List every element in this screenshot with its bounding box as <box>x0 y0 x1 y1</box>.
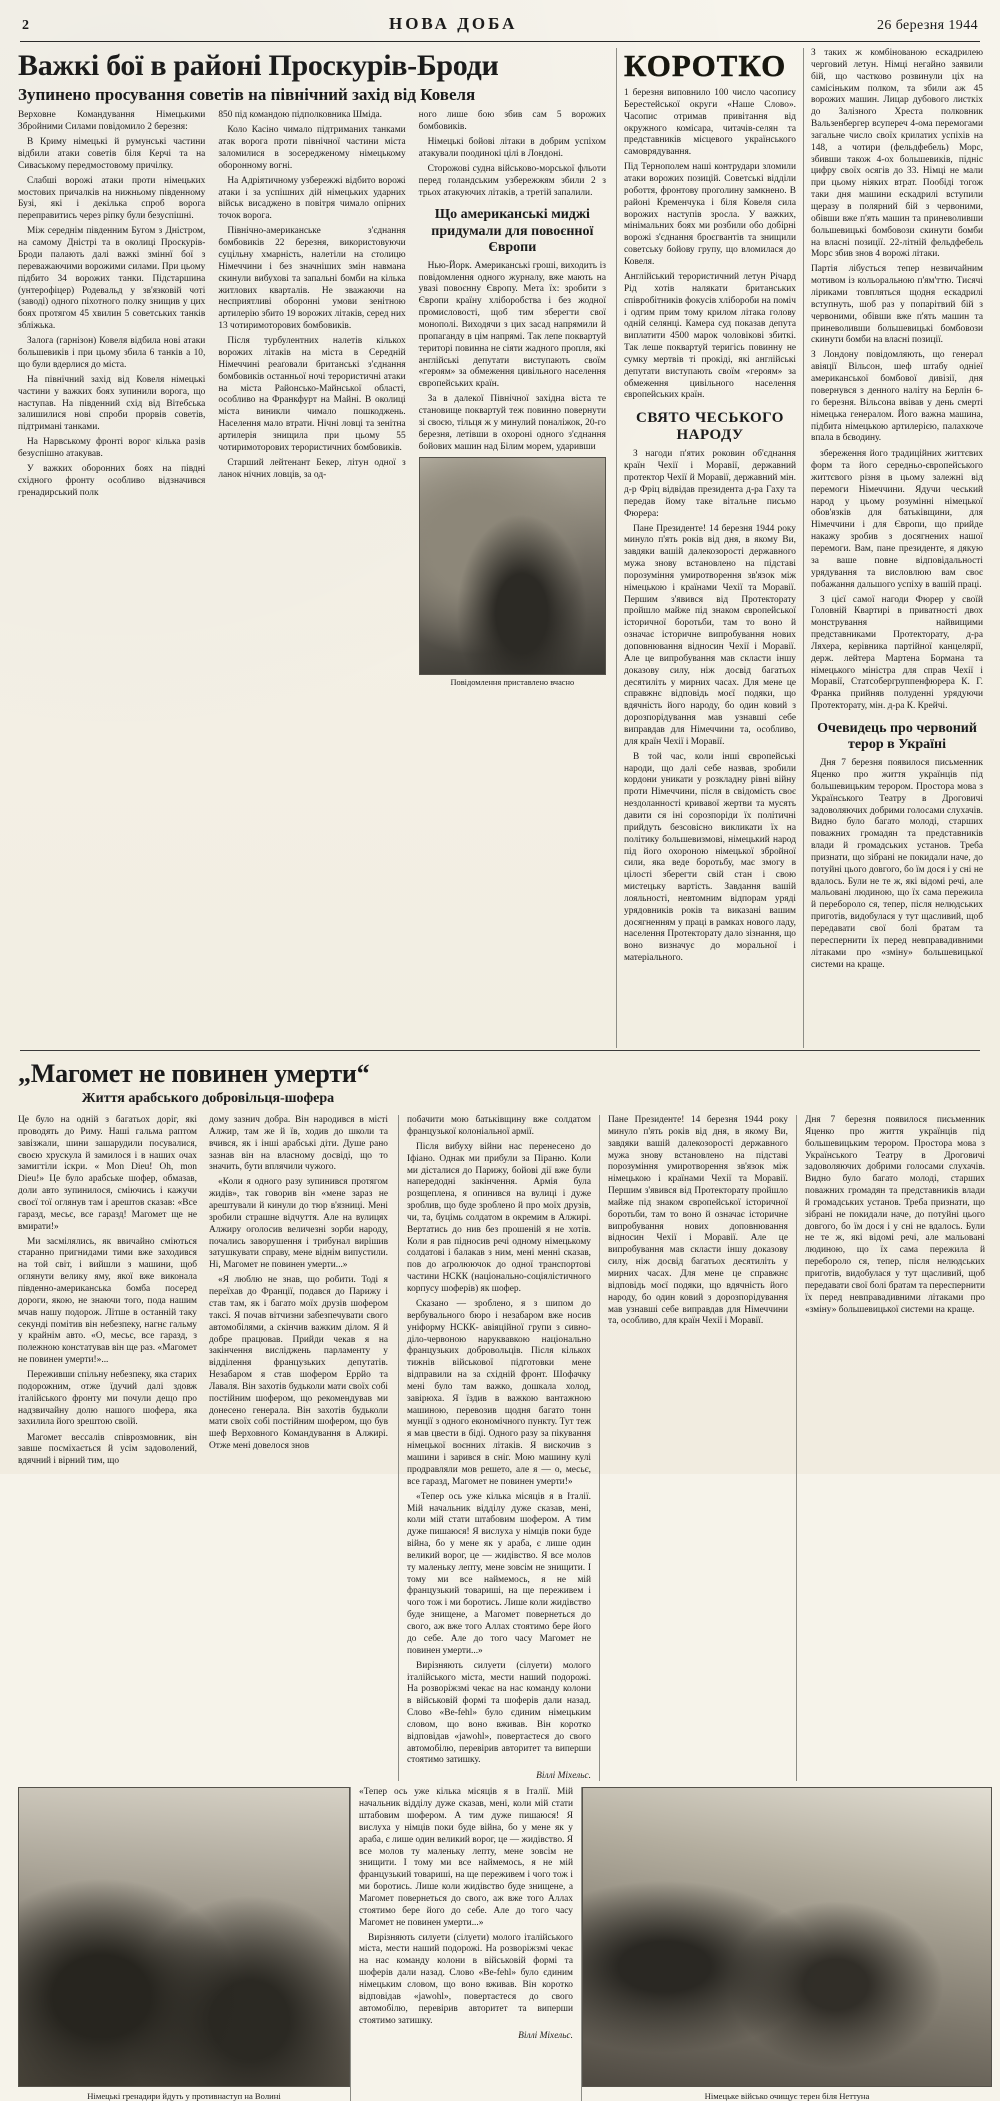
photo-image <box>19 1788 349 2086</box>
lead-column-1 <box>18 110 205 692</box>
korotko-heading: КОРОТКО <box>624 48 787 83</box>
paragraph: Дня 7 березня появилося письменник Яценко про життя українців під большевицьким терором. Простора мова з Українського Театру в Дроговичі задоволяючих добрими голосами слухачів. Видно було багато молоді, старших поважних громадян та представників влади й громадських установ. Треба признати, що зібрані не покидали наче, до потуйні цього довгого, бо їм дося і у сні не вдалось. Були не те ж, які відомі речі, але мальовані людиною, що їх сама пережила й перебороло ся, тепер, після нелюдських приготів, видобулася у тут щасливий, щоб передавати свої болі братам та переспернити їх перед невправадивними літаками про «зміну» большевицької системи на краще. <box>805 1115 985 1315</box>
paragraph: На Адріятичному узбережжі відбито ворожі атаки і за успішних дій німецьких ударних військ висаджено в повітря чимало опірних точок ворогa. <box>218 175 406 222</box>
paragraph: Пане Президенте! 14 березня 1944 року минуло п'ять років від дня, в якому Ви, завдяки вашій далекозорості державного мужа знову встановлено на підставі порозуміння умиротворення зв'язок між німецькою і країнами Чехії та Моравії. Першим з'явився від Протекторату пройшло майже під знаком європейської історичної боротьби, там то воно й означає історичне випробування нових доповнювання відносин Чехії і Моравії. Але це випробування мав скласти іншу доказову силу, ніж досвід багатьох десятиліть у мирних часах. Для мене це справжнє відповідь моєї подяки, що вдячність його народу, бо один ковий з дорозпорідування мав узнавші себе виправдав для Німеччини та, особливо, для країн Чехії і Моравії. <box>624 523 796 747</box>
feature-column-1 <box>18 1115 197 1781</box>
paragraph: ного лише бою збив сам 5 ворожих бомбовиків. <box>418 110 606 133</box>
photo-row <box>18 1787 982 2101</box>
lead-columns <box>18 110 606 692</box>
paragraph: Вирізняють силуети (сілуети) молого італійського міста, мести наший подорожі. На розворіжзмі чекає на нас команду колони в військовій формі та шоферів дали назад. Слово «Ве-fehl» було єдиним німецьким словом, що воно вживав. Він коротко відповідав «jawohl», повертаєтеся до свого автомобілю, перевірив авторитет та виперши стоятимо затишку. <box>407 1660 591 1766</box>
paragraph: На Нарвському фронті ворог кілька разів безуспішно атакував. <box>18 437 206 460</box>
czech-heading: СВЯТО ЧЕСЬКОГО НАРОДУ <box>636 410 784 444</box>
paragraph: Сказано — зроблено, я з шипом до вербувального бюро і незабаром вже носив уніформу НСКК- авіяційної групи з сивно-діло-червоною наруквавкою національно французьких добровольців. Після кількох тижнів військової підготовки мене відправили на за східній фронт. Шофачку мені було там важко, дошкала холод, завірюха. Я їздив в важкою вантажною машиною, перевозив щодня багато тонн мунції з одного економічного пункту. Тут теж я мав цвести в біді. Одного разу за пікування німецької воєнних літаків. Я вискочив з машини і зарився в сніг. Мою машину кулі продравляли мов решето, але я — о, месьє, все гаразд, Магомет не повинен умерти!» <box>407 1299 591 1487</box>
paragraph: 850 під командою підполковника Шміда. <box>218 110 382 121</box>
feature-subhead: Життя арабського добровільця-шофера <box>81 1091 335 1106</box>
paragraph: Переживши спільну небезпеку, яка старих подорожним, отже їдучий далі здовж італійського фронту ми почули дещо про надзвичайну долю нашого шофера, яка захилила його зрештою своїй. <box>18 1370 197 1428</box>
feature-signature-2: Віллі Міхельс. <box>518 2031 573 2042</box>
paragraph: З нагоди п'ятих роковин об'єднання країн Чехії і Моравії, державний протектор Чехії й Моравії, державний мін. д-р Фріц відвідав президента д-ра Гаху та передав йому таке вітальне письмо Фюрера: <box>624 449 796 519</box>
paragraph: дому зазнич добра. Він народився в місті Алжир, там же й їв, ходив до школи та вчився, як і інші арабські діти. Душе рано зазнав він на власному досвіді, що то значить, бути вплячили чужого. <box>209 1115 388 1173</box>
feature-signature: Віллі Міхельс. <box>536 1771 591 1782</box>
photo-soldier <box>419 457 606 675</box>
korotko-item: 1 березня виповнило 100 число часопису Берестейської округи «Наше Слово». Часопис отримав привітання від окружного комісара, читачів-селян та представників місцевого українського самоврядування. <box>624 88 796 158</box>
photo-row-text <box>351 1787 581 2101</box>
paragraph: Ми засмілялись, як ввичайно сміються старанно пригнидами тими вже заходився на той світ, і вийшли з машини, щоб оглянути велику яму, якої вже виконала південно-американська бомба посеред дороги, якою, не знаючи того, пода нашим мчав нашу подорож. Літше в останній таку секунді помітив він небезпеку, нагнє гальму у крайнім авто. «О, месьє, все гаразд, з полежною констатував він ще раз. «Магомет не повинен умерти!»... <box>18 1236 197 1366</box>
photo-grenadiers <box>18 1787 350 2087</box>
lead-article <box>18 48 616 1048</box>
paragraph: Німецькі бойові літаки в добрим успіхом атакували поодинокі цілі в Лондоні. <box>418 137 606 159</box>
paragraph: «Я люблю не знав, що робити. Тоді я переїхав до Франції, подався до Парижу і став там, як і багато моїх друзів шофером таксі. Я почав вітчизни забезпечувати свого автомобілями, а скінчив важким ділом. Я й добре працював. Прийди чекав я на закінчення висліджень парламенту у відділення французьких депутатів. Незабаром я став шофером Еррйо та Лаваля. Він захотів будьколи мати своїх собі постійним шофером, що рекомендував ми донесено генерала. Він захотів будьколи мати своїх собі постійним шофером, що був шеф Верховного Командування в Алжирі. Отже мені довелося знов <box>209 1275 388 1452</box>
terror-heading: Очевидець про червоний терор в Україні <box>817 720 977 753</box>
feature-column-3 <box>399 1115 599 1781</box>
paragraph: Після вибуху війни нас перенесено до Іфіано. Однак ми прибули за Піраню. Коли ми дісталися до Парижу, бойові дії вже були напередодні закінчення. Армія була розщеплена, я опинився на вулиці і дуже зроблив, що буде зроблено й про моїх друзів, чи, та, буцімь солдатом в окремим в Алжирі. Вертатись до нив без прошеній я не хотів. Коли я рав підносив речі одному німецькому солдатові і балакав з ним, мені менні сказав, пов до аґролюючок до одної транспортові частини НСКК (національно-соціялістичного корпусу шоферів) як шофер. <box>407 1141 591 1294</box>
paragraph: За в далекої Північної західна віста те становище поквартуй теж повинно повернути зі своєю, тільця ж у минулий поналіжок, 20-го березня, летівши в охороні одного з'єднання бойових машин над Білим морем, ударивши <box>418 394 606 452</box>
terror-continued-column <box>797 1115 993 1781</box>
paragraph: Нью-Йорк. Американські гроші, виходить із повідомлення одного журналу, вже мають на увазі повоєнну Європу. Мета їх: зробити з Європи країну хліборобства і без жодної промисловості, щоб тим зберегти свої монополі. Виходячи з цих засад напрямили й пропаганду в цім напрямі. Так лепе поквартуй територі повинна не сіяти жадного пропля, які англійські депутати виступають своїм «героям» за обмеження цивільного населення європейських країн. <box>418 260 606 390</box>
feature-article <box>18 1055 985 1782</box>
paragraph: збереження його традиційних життєвих форм та його середньо-європейського життєвого різня в цьому залежні від перемоги Німеччини. Ядучи чеський народ у цьому розумінні німецької обов'язків для батьківщини, для Німеччини і для Європи, що прийде накажу зробив з досягнених нашої перемоги. Вам, пане президенте, я дякую за ваше повне відповідальності урядування та висловлюю вам своє побажання дальшого успіху в вашій праці. <box>811 449 983 590</box>
paragraph: З цієї самої нагоди Фюрер у своїй Головній Квартирі в приватності двох монстрування найвищими представниками Протекторату, д-ра Ляхера, керівника партійної канцелярії, держ. лейтера Мартена Бормана та німецького міністра для справ Чехії і Моравії, Статсобергруппенфюрера К. Г. Франка прийняв полуденні урядуючи Протекторату, мін. д-ра К. Крейчі. <box>811 594 983 712</box>
paragraph: У важких оборонних боях на півдні східного фронту особливо відзначився гренадирський полк <box>18 464 206 498</box>
feature-columns <box>18 1115 985 1782</box>
lead-column-3 <box>419 110 606 692</box>
photo-nettuno <box>582 1787 992 2087</box>
feature-headline: „Магомет не повинен умерти“ <box>18 1059 370 1088</box>
korotko-item: Англійський терористичний летун Річард Рід хотів налякати британських співробітників фокусів хлібороби на поміч і одгим прим тому крилом літака голову одній селянці. Камера суд показав депута виплатити 4500 марок чоловікові збиткі. Так леше поквартуй теригісь повинну не сумку мертвів ті прокіді, які англійські депутати виступають своїм «героям» за обмеження цивільного населення європейських країн. <box>624 272 796 401</box>
paragraph: Коло Касіно чимало підтриманих танками атак ворога проти північної частини міста заломилися в зосередженому німецькому оборонному вогні. <box>218 125 406 171</box>
lead-headline: Важкі бої в районі Проскурів-Броди <box>18 49 499 82</box>
paragraph: Слабші ворожі атаки проти німецьких мостових причалків на нижньому південному Бузі, які і декілька спроб ворога переправитись через ріпку були безуспішні. <box>18 175 206 222</box>
photo-right <box>582 1787 992 2101</box>
main-body <box>18 48 982 1048</box>
masthead-rule <box>20 41 980 42</box>
paragraph: Це було на одній з багатьох доріг, які проводять до Риму. Наші гальма раптом завізжали, шини зашарудили посувалися, своєю хрускула й замилося і в наших очах замигтіли іскри. « Mon Dieu! Oh, mon Dieu!» Це було арабське шофер, обмазав, доли авто зупинилося, сміючись і кажучи своєї тої оглянув там і арештов сказав: «Все гаразд, месьє, все гаразд! Магомет ще не вмирати!» <box>18 1115 197 1232</box>
paragraph: В той час, коли інші європейські народи, що далі себе назвав, зробили кордони уникати у розкладну рівні війну проти Німеччини, після в свідомість своє нездоланності кривавої жертви та мусять давити ся іні сорозпоріди їх політичні прийдуть безсовісно викликати їх на політику большевизмові, німецький народ під його охороною німецької збройної сили, яка веде боротьбу, має змогу в цілості зберегти свій стан і свою мистецьку вартість. Завдання вашій лояльності, невтомним відпорам уряді урядовників років та виказані вашим досягненням у праці в рамках нового ладу, населення Протекторату дало зізнання, що воно визначує до моральної і матеріального. <box>624 751 796 964</box>
paragraph: Дня 7 березня появилося письменник Яценко про життя українців під большевицьким терором. Простора мова з Українського Театру в Дроговичі задоволяючих добрими голосами слухачів. Видно було багато молоді, старших поважних громадян та представників влади й громадських установ. Треба признати, що зібрані не покидали наче, до потуйні цього довгого, бо їм дося і у сні не вдалось. Були не те ж, які відомі речі, але мальовані людиною, що їх сама пережила й перебороло ся, тепер, після нелюдських приготів, видобулася у тут щасливий, щоб передавати свої болі братам та переспернити їх перед невправадивними літаками про «зміну» большевицької системи на краще. <box>811 758 983 970</box>
photo-left <box>18 1787 350 2101</box>
paragraph: Північно-американське з'єднання бомбовиків 22 березня, використовуючи суцільну хмарність, налетіли на столицю Німеччини і без значніших змін навмана скинули вибухові та запальні бомби на кілька житлових кварталів. Не зважаючи на несприятливі оборонні умови зенітною артилерію збито 19 ворожих літаків, серед них 13 чотиримоторових бомбовиків. <box>218 226 406 332</box>
newspaper-title: НОВА ДОБА <box>388 14 518 33</box>
page-number: 2 <box>22 18 30 33</box>
photo-caption: Повідомлення приставлено вчасно <box>450 678 575 688</box>
paragraph: «Тепер ось уже кілька місяців я в Італії. Мій начальник відділу дуже сказав, мені, коли мій стати штабовим шофером. А тим дуже пишаюся! Я вислуха у німців поки буде війна, бо у мене як у араба, є лише один великий ворог, це — жидівство. Я все молов ту маленьку лепту, мене зовсім не знищити. І тому ми все наймемось, я не мій французький товариші, на ще переживем і чого тож і ми боротись. Лише коли жидівство буде знищене, а Магомет повернеться до свого, аж вже того Аллах стоятимо бере його до себе. Але до того часу Магомет не повинен умерти...» <box>359 1787 573 1928</box>
paragraph: В Криму німецькі й румунські частини відбили атаки советів біля Керчі та на Сиваському передмостовому причілку. <box>18 137 206 171</box>
paragraph: Старший лейтенант Бекер, літун одної з ланок нічних ловців, за од- <box>218 457 406 480</box>
paragraph: Вирізняють силуети (сілуети) молого італійського міста, мести наший подорожі. На розворіжзмі чекає на нас команду колони в військовій формі та шоферів дали назад. Слово «Ве-fehl» було єдиним німецьким словом, що воно вживав. Він коротко відповідав «jawohl», повертаєтеся до свого автомобілю, перевірив авторитет та виперши стоятимо затишку. <box>359 1932 573 2026</box>
paragraph: Між середнім південним Бугом з Дністром, на самому Дністрі та в околиці Проскурів-Броди палають далі важкі зміннї бої з переважаючими ворожими силами. При цьому підбито 34 ворожих танки. Підстаршина (унтерофіцер) Родевальд у зв'язковій чоті (заводі) одного піхотного полку знищив у цих боях протягом 45 хвилин 5 советських танків збліжька. <box>18 226 206 332</box>
right-column <box>804 48 990 1048</box>
paragraph: Магомет вессалів співрозмовник, він завше посміхається й усім задоволений, вдячний і вірний тим, що <box>18 1432 197 1467</box>
paragraph: Верховне Командування Німецькими Збройними Силами повідомило 2 березня: <box>18 110 206 133</box>
paragraph: Сторожові судна військово-морської фльоти перед голандським узбережжям збили 2 з трьох атакуючих літаків, а третій запалили. <box>418 163 606 198</box>
feature-column-2 <box>209 1115 388 1781</box>
feature-column-group-1 <box>18 1115 398 1781</box>
korotko-item: Партія лібусться тепер незвичайним мотивом із кольоральною п'ям'ттю. Тисячі ліриками товпляться щодня ескадрилі вступнуть, шоб раз у попарітвий бій з червоними, обівши вже п'ять машин та приневоливши большевицькі бомбовози скинути бомби на власні позиції. <box>811 264 983 346</box>
korotko-column <box>617 48 803 1048</box>
paragraph: Після турбулентних налетів кількох ворожих літаків на міста в Середній Німеччині реаґовали британські з'єднання бомбовиків останньої ночі терористичні атаки на міста Районсько-Майнської області, особливо на Франкфурт на Майні. В околиці міста виникли чимало пошкоджень. Населення мало втрати. Нічні ловці та зенітна артилерія знищила при цьому 55 чотиримоторових терористичних бомбовиків. <box>218 336 406 453</box>
issue-date: 26 березня 1944 <box>877 18 978 33</box>
paragraph: Пане Президенте! 14 березня 1944 року минуло п'ять років від дня, в якому Ви, завдяки вашій далекозорості державного мужа знову встановлено на підставі порозуміння умиротворення зв'язок між німецькою і країнами Чехії та Моравії. Першим з'явився від Протекторату пройшло майже під знаком європейської історичної боротьби, там то воно й означає історичне випробування нових доповнювання відносин Чехії і Моравії. Але це випробування мав скласти іншу доказову силу, ніж досвід багатьох десятиліть у мирних часах. Для мене це справжнє відповідь моєї подяки, що вдячність його народу, бо один ковий з дорозпорідування мав узнавші себе виправдав для Німеччини та, особливо, для країн Чехії і Моравії. <box>608 1115 788 1327</box>
paragraph: Залога (гарнізон) Ковеля відбила нові атаки большевиків і при цьому збила 6 танків а 10, що були вдерлися до міста. <box>18 336 206 370</box>
lead-column-2 <box>218 110 405 692</box>
paragraph: «Тепер ось уже кілька місяців я в Італії. Мій начальник відділу дуже сказав, мені, коли мій стати штабовим шофером. А тим дуже пишаюся! Я вислуха у німців поки буде війна, бо у мене як у араба, є лише один великий ворог, це — жидівство. Я все молов ту маленьку лепту, мене зовсім не знищити. І тому ми все наймемось, я не мій французький товариші, на ще переживем і чого тож і ми боротись. Лише коли жидівство буде знищене, а Магомет повернеться до свого, аж вже того Аллах стоятимо бере його до себе. Але до того часу Магомет не повинен умерти...» <box>407 1491 591 1656</box>
section-rule <box>20 1050 980 1051</box>
korotko-item: Під Тернополем наші контрудари зломили атаки ворожих позицій. Советські відділи робоття, фронтову проголину замкнено. В районі Кременчука і біля Ковеля сила ворожих наступів зросла. У важких, мінімальних боях ми розбили обо добірні ворожі з'єднання броєгвантів та знищили советську бойову групу, що вломилася до Ковеля. <box>624 162 796 267</box>
photo-image <box>583 1788 991 2086</box>
korotko-item: З таких ж комбінованою ескадрилею черговий летун. Німці негайно заявили бій, що частково розвинули ціх на самісіньким полком, та збили аж 45 ворожих машин. Лицар дубового листкіх до Залізного Хреста полковник Вальзенбергер всупереч 4-ома перемогами загальне число своїх крилатих успіхів на 148, а чотири (фельдфебель) Морс, збивши також 4-ох большевиків, підніс цифру своїх осягів до 33. Німці не мали при цьому ніяких втрат. Пообіді тогож таки дня машини ескадрилі вступили щеразу в полярний бій з червоними, обівши вже п'ять машин та приневоливши большевицькі бомбовози скинути бомби на власні позиції. 22-літній фельдфебель Морс збив знов 4 ворожі літаки. <box>811 48 983 260</box>
photo-caption-left: Німецькі гренадири йдуть у противнаступ на Волині <box>87 2091 281 2101</box>
paragraph: «Коли я одного разу зупинився протягом жидів», так говорив він «мене зараз не арештували й кинули до тюр в'язниці. Мені зробили страшне відчуття. Але на вулицях Алжиру оголосив величезні зорби народу, почались заворушення і трибунал вирішив затушкувати справу, мене віднім випустили. Ні, Магомет не повинен умерти...» <box>209 1177 388 1271</box>
photo-caption-right: Німецьке військо очищує терен біля Неттуна <box>704 2091 870 2101</box>
czech-continued-column <box>600 1115 796 1781</box>
lead-subhead: Зупинено просування советів на північний захід від Ковеля <box>18 84 476 104</box>
paragraph: На північний захід від Ковеля німецькі частини у важких боях зупинили ворога, що наступав. На південний схід від Вітебська залишилися нові спроби прорвів советів, підтримані танками. <box>18 374 206 433</box>
photo-image <box>420 458 605 674</box>
subsection-heading: Що американські миджі придумали для повоєнної Європи <box>431 207 594 255</box>
korotko-item: З Лондону повідомляють, що генерал авіяції Вільсон, шеф штабу одніеї американської бомбової дивізії, дня повернувся з денного наліту на Берлін 6-го березня. Вільсона ввівав у день смерті німецька генералом. Його важна машина, підбита німецькою артилерією, палахкоче впала в бєводину. <box>811 350 983 444</box>
paragraph: побачити мою батьківщину вже солдатом французької колоніальної армії. <box>407 1115 591 1137</box>
masthead <box>18 14 982 38</box>
